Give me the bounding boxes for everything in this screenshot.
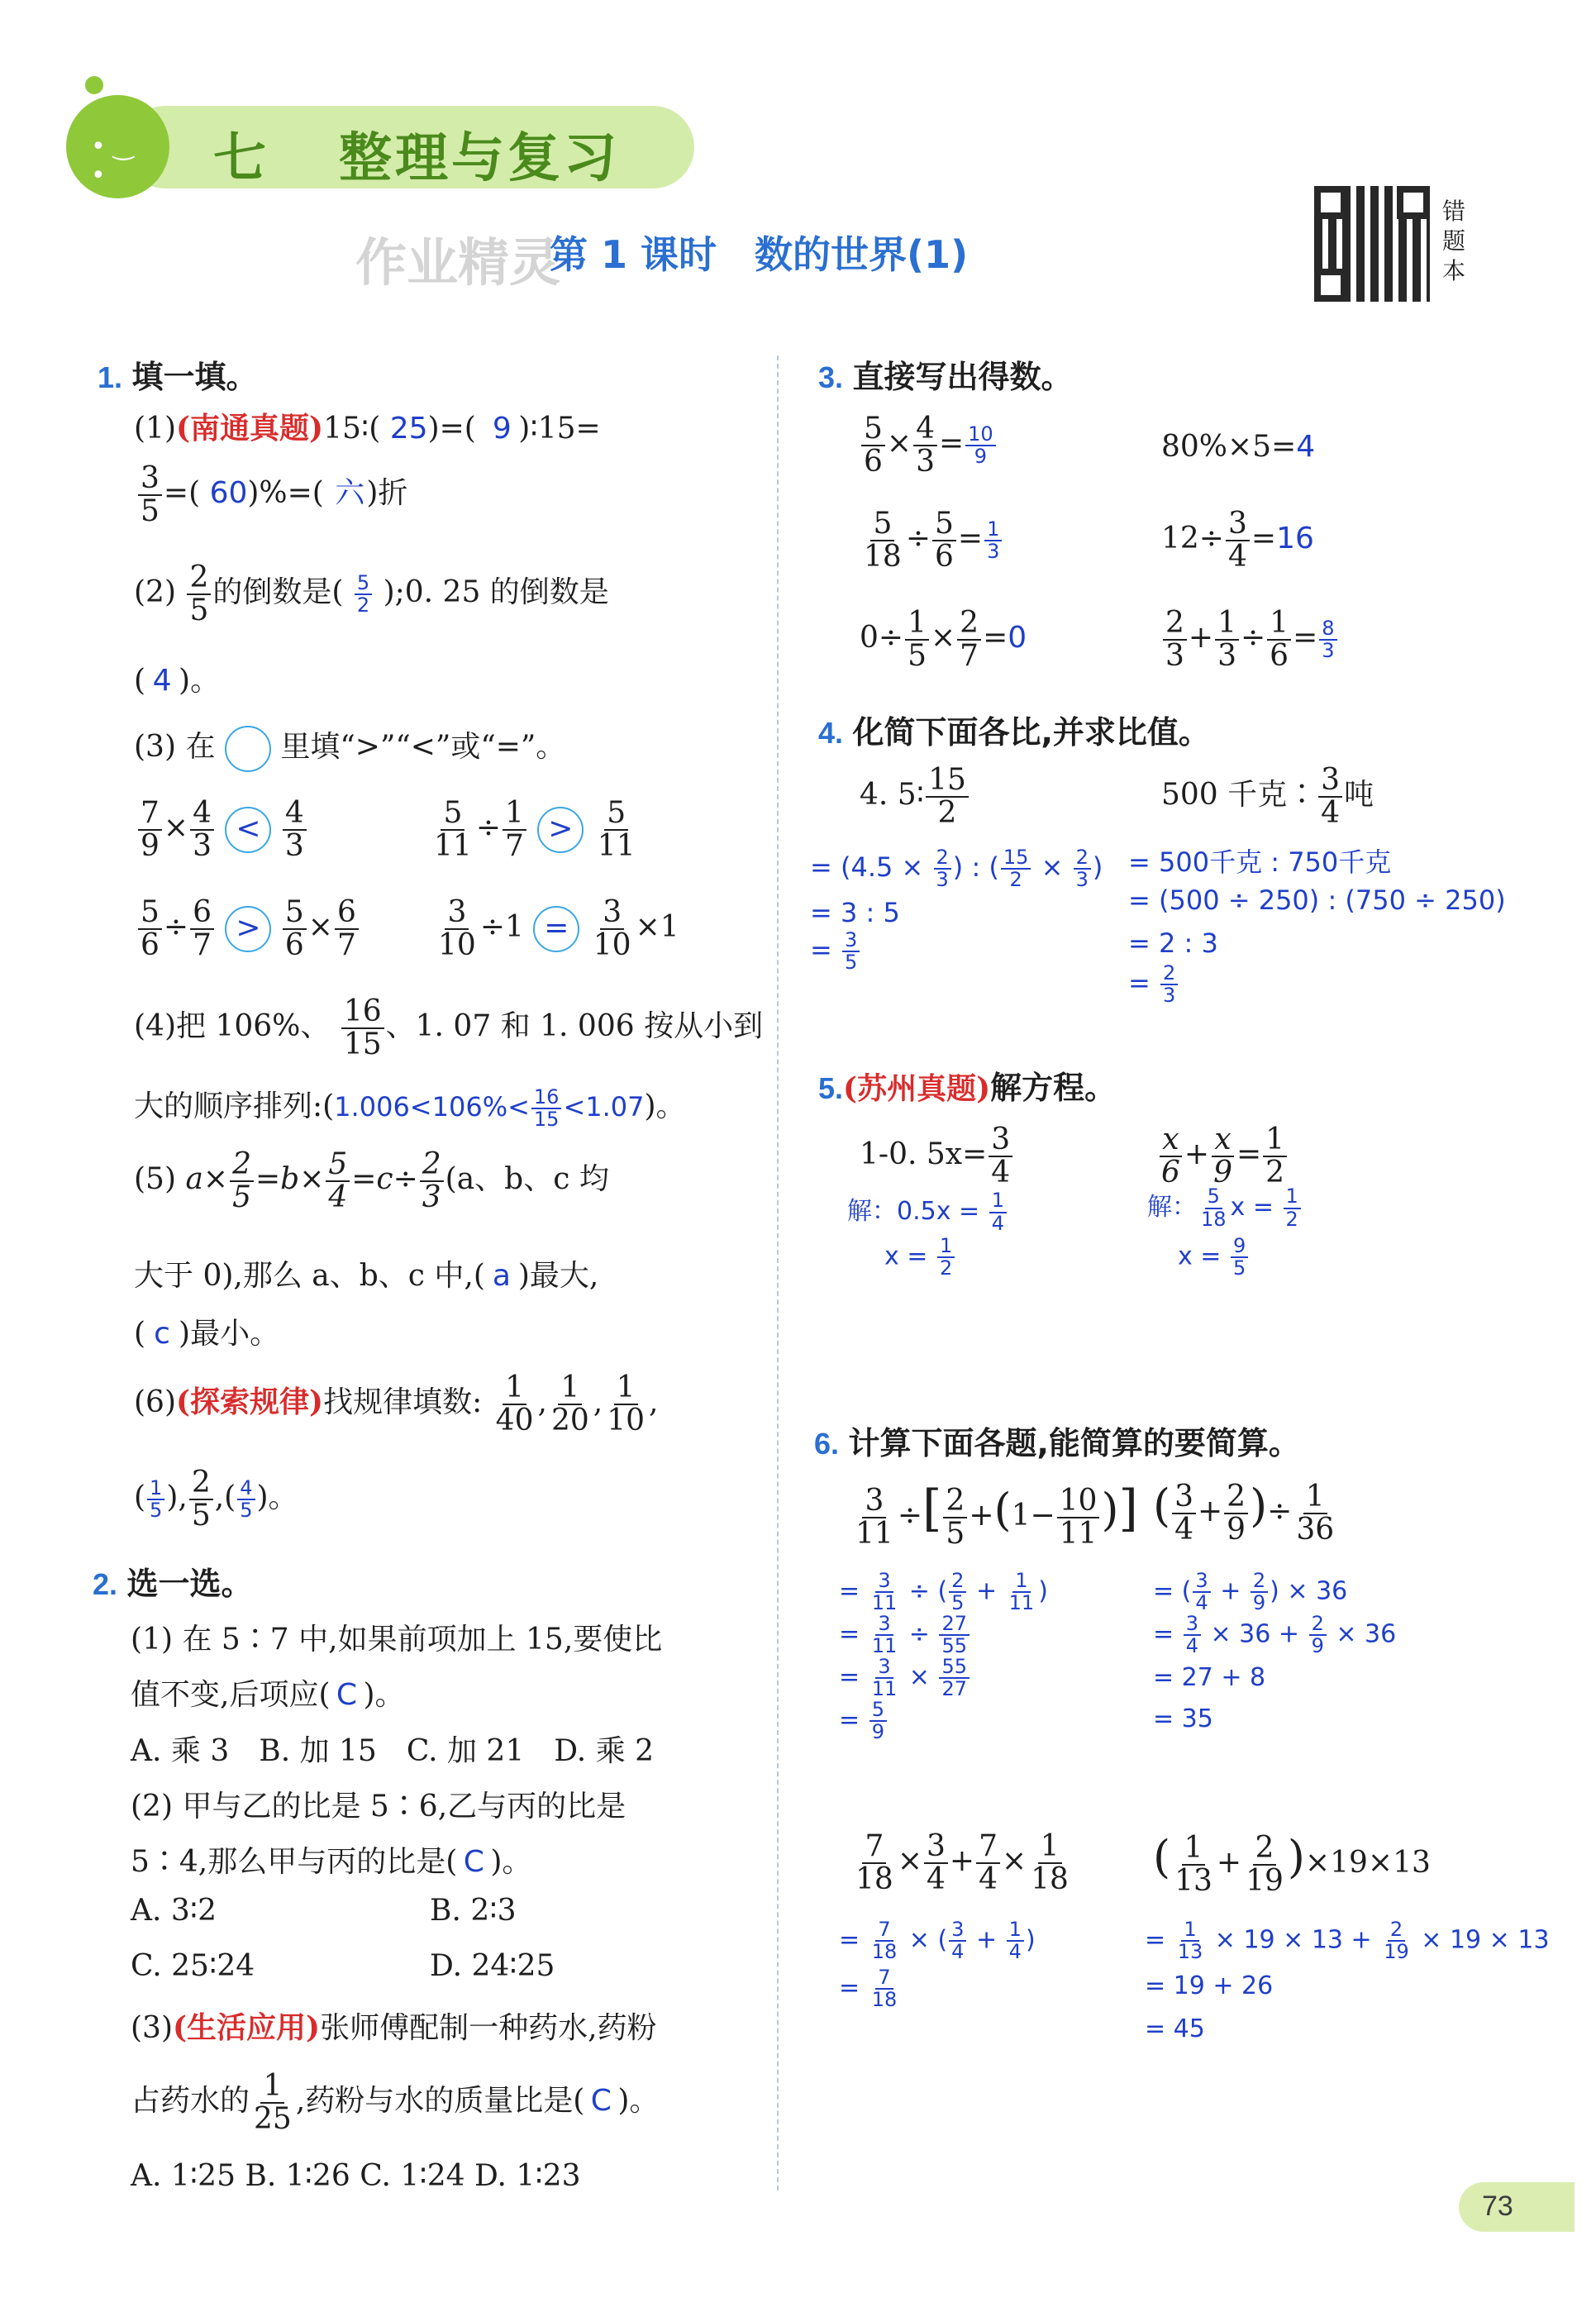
q5-right-step2: x = $\frac{9}{5}$ <box>1178 1236 1250 1279</box>
q1-p3-line: (3) 在 里填“>”“<”或“=”。 <box>134 723 565 772</box>
q6-p2-step1: = ( $\frac{3}{4}$ + $\frac{2}{9}$ ) × 36 <box>1153 1569 1348 1615</box>
q1-p4-line2: 大的顺序排列:(1.006<106%< $\frac{16}{15}$ <1.07)。 <box>134 1084 686 1131</box>
q1-p1-line2: $\frac{3}{5}$ =( 60)%=( 六)折 <box>136 463 407 527</box>
q3-heading: 3. 直接写出得数。 <box>818 359 1073 395</box>
answer: 16 <box>1276 521 1314 555</box>
answer: > <box>225 906 271 952</box>
q6-p1-step4: = $\frac{5}{9}$ <box>839 1699 889 1742</box>
q2-p1-l2: 值不变,后项应( C )。 <box>131 1678 405 1712</box>
answer: a <box>492 1259 511 1293</box>
answer: $\frac{4}{5}$ <box>237 1478 255 1521</box>
q2-heading: 2. 选一选。 <box>93 1566 253 1602</box>
q1-p3-row2a: $\frac{5}{6}$ ÷ $\frac{6}{7}$ > $\frac{5}{6}$ × $\frac{6}{7}$ <box>136 897 360 961</box>
q6-p4-step2: = 19 + 26 <box>1145 1971 1274 2000</box>
q1-p5-line3: ( c )最小。 <box>134 1317 280 1351</box>
answer: 60 <box>209 475 248 510</box>
q6-p1-step2: = $\frac{3}{11}$ ÷ $\frac{27}{55}$ <box>839 1614 971 1657</box>
q6-p2-problem: ( $\frac{3}{4}$ + $\frac{2}{9}$ )÷ $\frac{1}{36}$ <box>1153 1480 1335 1547</box>
q5-right-step1: 解： $\frac{5}{18}$ x = $\frac{1}{2}$ <box>1147 1186 1303 1230</box>
q5-left-step2: x = $\frac{1}{2}$ <box>884 1236 956 1279</box>
q1-p3-row1b: $\frac{5}{11}$ ÷ $\frac{1}{7}$ > $\frac{5}{11}$ <box>434 796 636 863</box>
chapter-number: 七 <box>213 127 266 189</box>
q6-p1-problem: $\frac{3}{11}$ ÷[ $\frac{2}{5}$ +(1− $\frac{10}{11}$ )] <box>855 1480 1138 1551</box>
answer: 4 <box>1296 430 1316 464</box>
q6-heading: 6. 计算下面各题,能简算的要简算。 <box>814 1425 1300 1461</box>
mascot-face: • ‿ • <box>91 132 134 190</box>
q1-p3-row1a: $\frac{7}{9}$ × $\frac{4}{3}$ < $\frac{4}{3}$ <box>136 798 308 862</box>
q1-p3-row2b: $\frac{3}{10}$ ÷1 = $\frac{3}{10}$ ×1 <box>438 895 679 962</box>
q5-right-problem: $\frac{x}{6}$ + $\frac{x}{9}$ = $\frac{1}{2}$ <box>1157 1124 1289 1189</box>
q1-p6-line2: ( $\frac{1}{5}$ ), $\frac{2}{5}$ ,( $\frac{4}{5}$ )。 <box>134 1466 298 1533</box>
qr-label: 错 题 本 <box>1442 198 1466 284</box>
answer: C <box>590 2083 612 2118</box>
chapter-title: 整理与复习 <box>339 127 620 189</box>
watermark: 作业精灵 <box>355 232 561 293</box>
answer: 六 <box>335 475 365 510</box>
q2-p2-optA: A. 3∶2 <box>131 1894 217 1928</box>
answer: 1.006<106%< $\frac{16}{15}$ <1.07 <box>334 1084 645 1131</box>
q4-left-problem: 4. 5∶ $\frac{15}{2}$ <box>860 765 970 829</box>
q2-p1-l1: (1) 在 5∶7 中,如果前项加上 15,要使比 <box>131 1623 663 1657</box>
page-number: 73 <box>1482 2190 1513 2222</box>
mascot-antenna <box>85 76 103 94</box>
answer: $\frac{1}{5}$ <box>147 1478 164 1521</box>
answer: < <box>225 807 271 853</box>
q6-p4-problem: ( $\frac{1}{13}$ + $\frac{2}{19}$ )×19×13 <box>1153 1831 1431 1898</box>
qr-code[interactable] <box>1314 186 1430 302</box>
q4-left-step3: = $\frac{3}{5}$ <box>810 930 861 973</box>
q4-right-problem: 500 千克∶ $\frac{3}{4}$ 吨 <box>1161 763 1374 830</box>
q4-left-step1: = (4.5 × $\frac{2}{3}$ ) : ( $\frac{15}{2}$ × $\frac{2}{3}$ ) <box>810 846 1103 892</box>
q2-p2-optC: C. 25∶24 <box>131 1949 255 1983</box>
q3-a: $\frac{5}{6}$ × $\frac{4}{3}$ = $\frac{10}{9}$ <box>860 413 998 478</box>
q4-left-step2: = 3 : 5 <box>810 897 900 928</box>
answer: 0 <box>1008 620 1027 655</box>
q1-p2-line1: (2) $\frac{2}{5}$ 的倒数是( $\frac{5}{2}$ );0. 25 的倒数是 <box>134 560 609 627</box>
q2-p2-optB: B. 2∶3 <box>430 1894 517 1928</box>
q2-p3-opts: A. 1∶25 B. 1∶26 C. 1∶24 D. 1∶23 <box>131 2159 581 2193</box>
answer: $\frac{8}{3}$ <box>1319 618 1336 661</box>
q3-f: $\frac{2}{3}$ + $\frac{1}{3}$ ÷ $\frac{1}{6}$ = $\frac{8}{3}$ <box>1161 608 1339 672</box>
q5-left-problem: 1-0. 5x= $\frac{3}{4}$ <box>860 1124 1014 1189</box>
q6-p3-step2: = $\frac{7}{18}$ <box>839 1966 898 2012</box>
q1-p6-line1: (6)(探索规律)找规律填数: $\frac{1}{40}$ , $\frac{1}{20}$ , $\frac{1}{10}$ , <box>134 1371 659 1437</box>
q6-p2-step4: = 35 <box>1153 1704 1213 1733</box>
answer: $\frac{1}{3}$ <box>984 519 1002 562</box>
q4-right-step4: = $\frac{2}{3}$ <box>1128 963 1179 1006</box>
q4-heading: 4. 化简下面各比,并求比值。 <box>818 714 1210 751</box>
column-divider <box>777 355 779 2190</box>
q4-right-step2: = (500 ÷ 250) : (750 ÷ 250) <box>1128 884 1506 916</box>
q3-c: $\frac{5}{18}$ ÷ $\frac{5}{6}$ = $\frac{1}{3}$ <box>860 508 1003 573</box>
q4-right-step1: = 500千克 : 750千克 <box>1128 846 1392 878</box>
q1-p5-line2: 大于 0),那么 a、b、c 中,( a )最大, <box>134 1259 599 1293</box>
q1-p5-line1: (5) a× $\frac{2}{5}$ =b× $\frac{5}{4}$ =c÷ $\frac{2}{3}$ (a、b、c 均 <box>134 1147 609 1214</box>
q6-p2-step3: = 27 + 8 <box>1153 1663 1266 1692</box>
answer: C <box>336 1678 358 1712</box>
q2-p2-optD: D. 24∶25 <box>430 1949 555 1983</box>
answer: $\frac{5}{2}$ <box>355 573 372 616</box>
q3-e: 0÷ $\frac{1}{5}$ × $\frac{2}{7}$ =0 <box>860 606 1027 673</box>
q6-p4-step1: = $\frac{1}{13}$ × 19 × 13 + $\frac{2}{19}$ × 19 × 13 <box>1145 1918 1550 1964</box>
q5-heading: 5.(苏州真题)解方程。 <box>818 1070 1117 1106</box>
q4-right-step3: = 2 : 3 <box>1128 927 1218 959</box>
q6-p3-problem: $\frac{7}{18}$ × $\frac{3}{4}$ + $\frac{7}{4}$ × $\frac{1}{18}$ <box>855 1829 1069 1896</box>
answer: > <box>537 807 584 853</box>
q1-p1-line1: (1)(南通真题)15∶( 25)=( 9 )∶15= <box>134 411 601 446</box>
q3-b: 80%×5=4 <box>1161 430 1316 464</box>
q2-p3-l2: 占药水的 $\frac{1}{25}$ ,药粉与水的质量比是( C )。 <box>131 2069 660 2136</box>
answer: = <box>533 906 579 952</box>
q5-left-step1: 解：0.5x = $\frac{1}{4}$ <box>847 1190 1008 1234</box>
q6-p1-step3: = $\frac{3}{11}$ × $\frac{55}{27}$ <box>839 1657 971 1699</box>
q2-p3-l1: (3)(生活应用)张师傅配制一种药水,药粉 <box>131 2010 657 2045</box>
q2-p2-l1: (2) 甲与乙的比是 5∶6,乙与丙的比是 <box>131 1790 626 1823</box>
q1-heading: 1. 填一填。 <box>98 359 258 395</box>
answer: 25 <box>389 412 428 446</box>
q6-p2-step2: = $\frac{3}{4}$ × 36 + $\frac{2}{9}$ × 36 <box>1153 1612 1397 1658</box>
q6-p3-step1: = $\frac{7}{18}$ × ( $\frac{3}{4}$ + $\frac{1}{4}$ ) <box>839 1918 1036 1964</box>
q2-p2-l2: 5∶4,那么甲与丙的比是( C )。 <box>131 1845 532 1879</box>
answer: 9 <box>492 412 512 446</box>
q6-p4-step3: = 45 <box>1145 2014 1205 2043</box>
q2-p1-opts: A. 乘 3 B. 加 15 C. 加 21 D. 乘 2 <box>131 1734 655 1768</box>
page-number-tab <box>1459 2182 1575 2232</box>
q6-p1-step1: = $\frac{3}{11}$ ÷ ( $\frac{2}{5}$ + $\frac{1}{11}$ ) <box>839 1569 1048 1615</box>
answer: 4 <box>152 664 172 698</box>
q3-d: 12÷ $\frac{3}{4}$ =16 <box>1161 507 1314 574</box>
answer: $\frac{10}{9}$ <box>965 424 996 467</box>
answer: C <box>463 1845 484 1879</box>
lesson-title: 第 1 课时 数的世界(1) <box>550 232 969 277</box>
q1-p4-line1: (4)把 106%、 $\frac{16}{15}$ 、1. 07 和 1. 006 按从小到 <box>134 994 764 1061</box>
answer: c <box>154 1317 170 1351</box>
q1-p2-line2: ( 4 )。 <box>134 664 221 698</box>
